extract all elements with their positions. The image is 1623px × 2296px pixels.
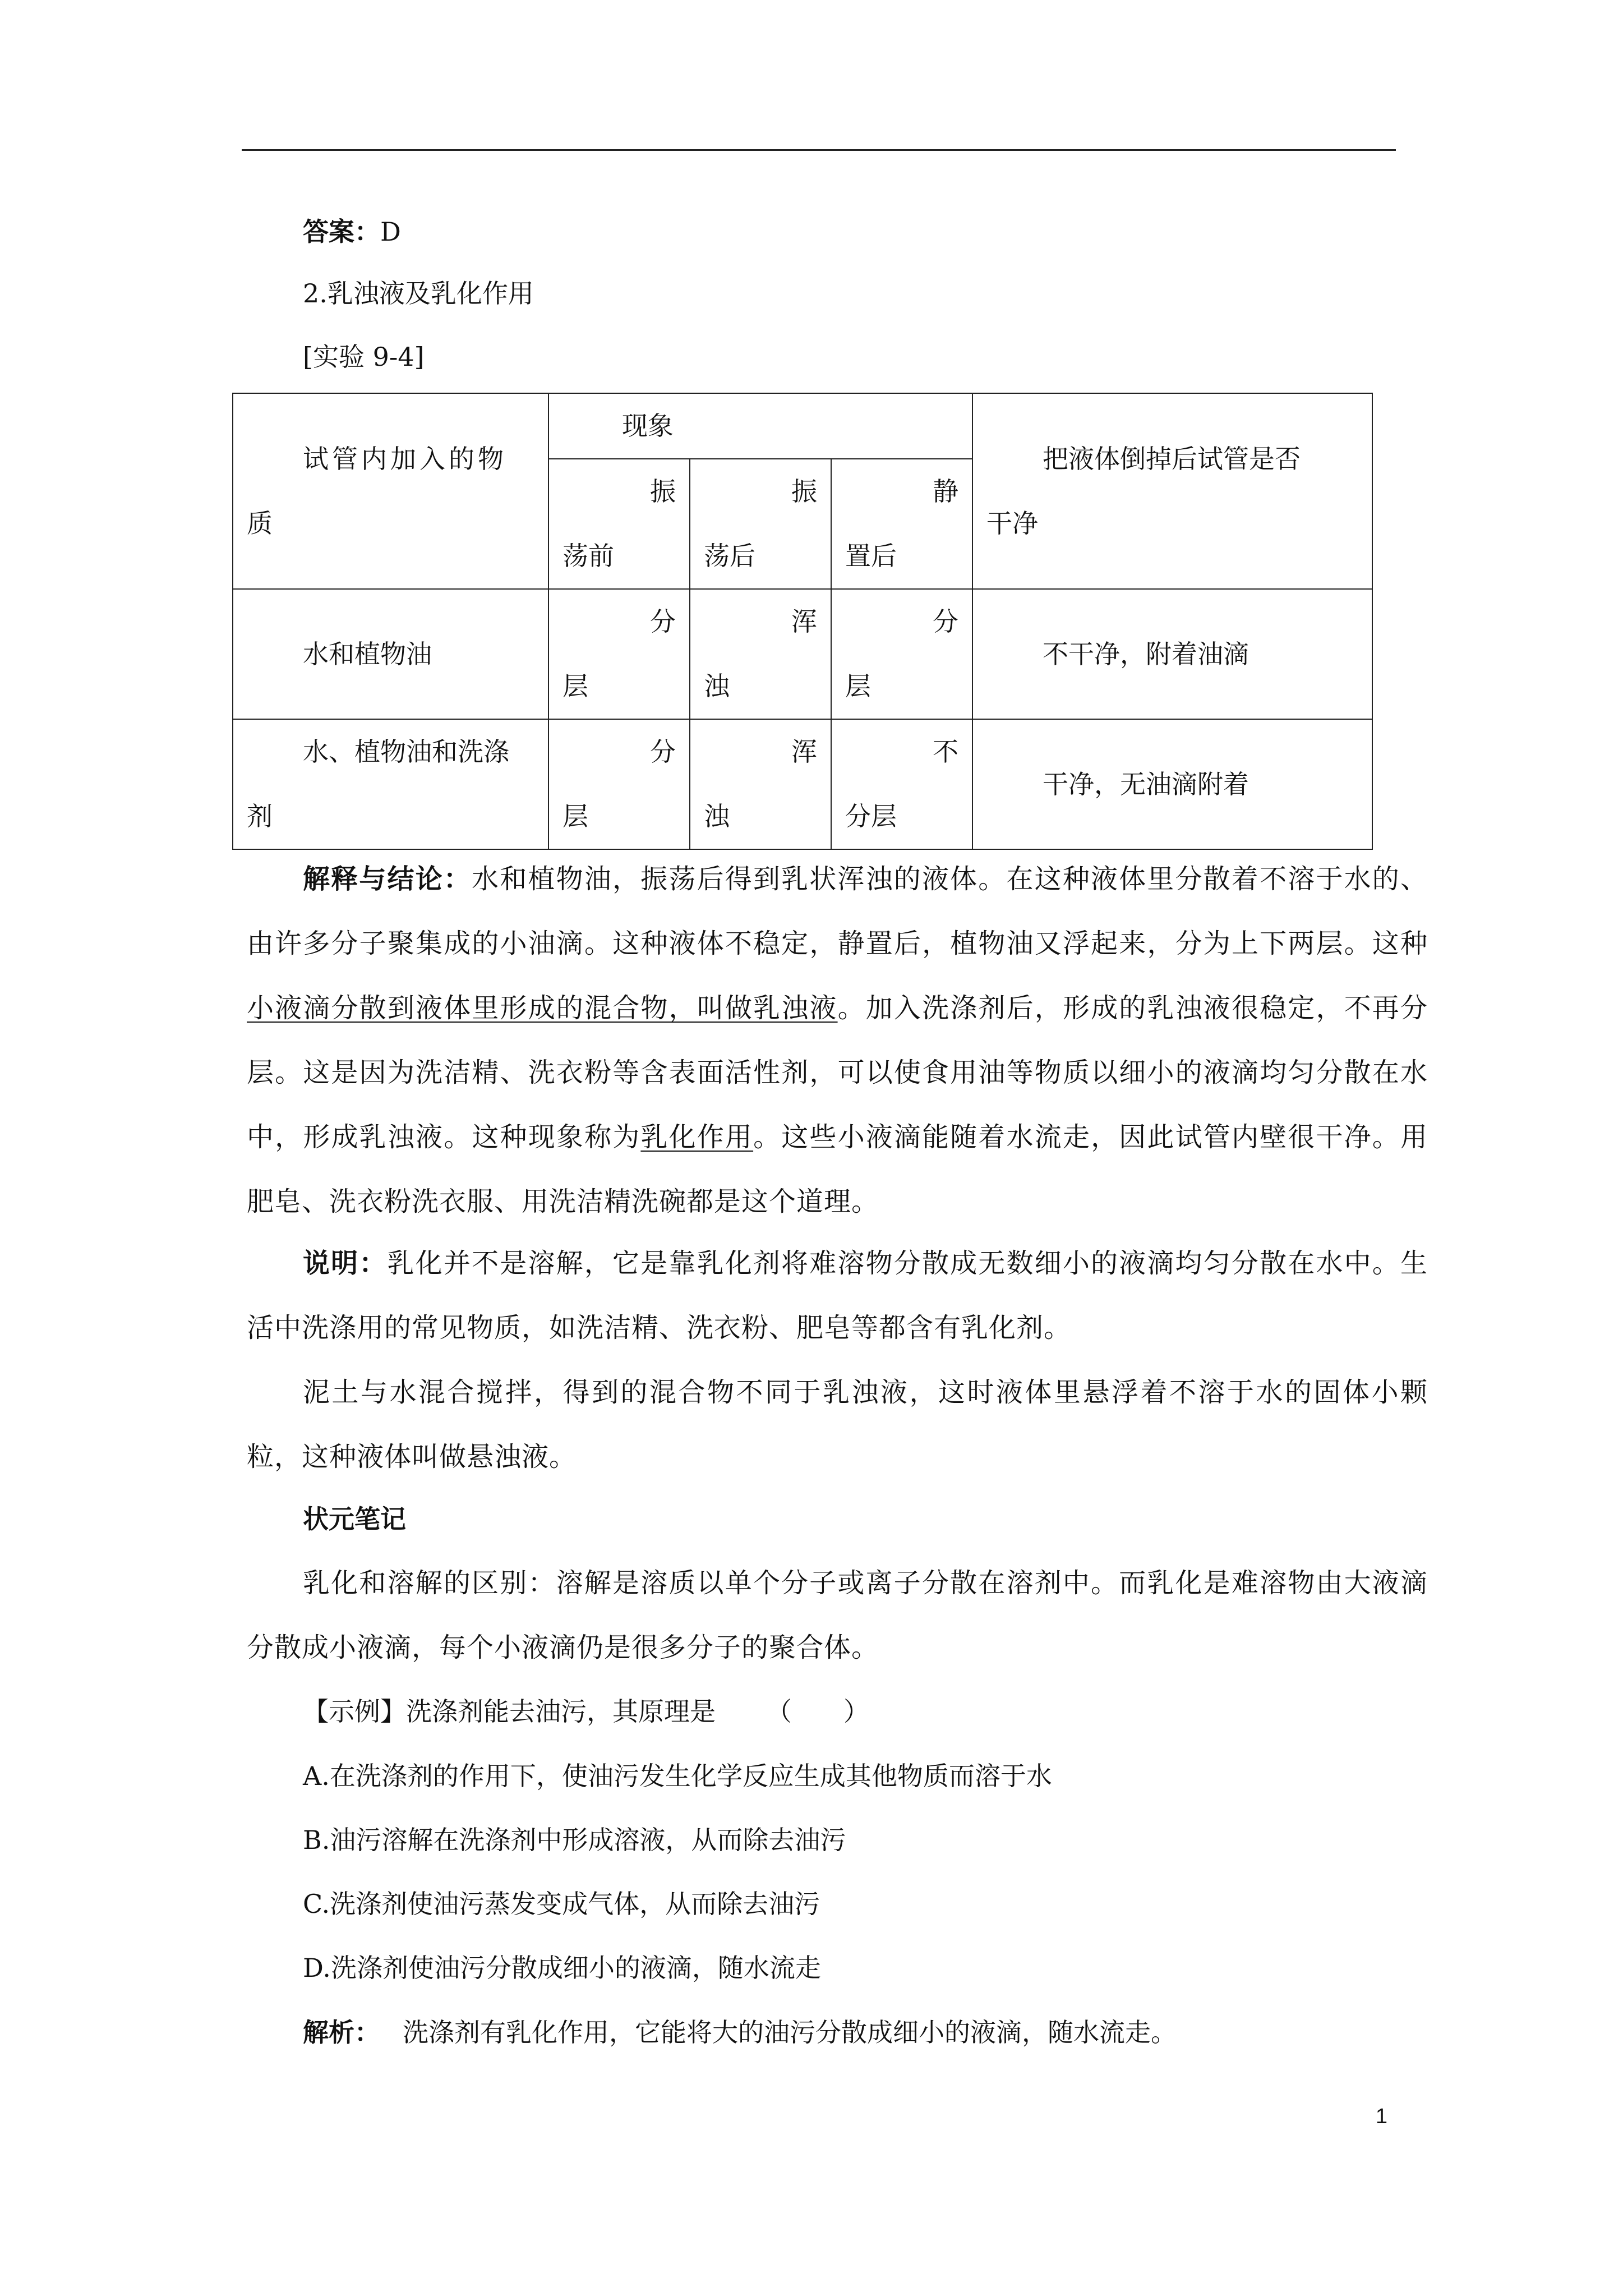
header-clean: 把液体倒掉后试管是否 干净: [972, 393, 1372, 589]
suspension-paragraph: 泥土与水混合搅拌，得到的混合物不同于乳浊液，这时液体里悬浮着不溶于水的固体小颗粒，这种液体叫做悬浊液。: [247, 1377, 1428, 1473]
row2-substance: 水、植物油和洗涤 剂: [233, 719, 548, 849]
answer-label: 答案：: [303, 217, 380, 247]
example-question: 【示例】洗涤剂能去油污，其原理是 （ ）: [303, 1696, 869, 1727]
row1-substance: 水和植物油: [233, 589, 548, 719]
table-row: [233, 589, 1372, 719]
experiment-table: [232, 393, 1373, 850]
option-d: D.洗涤剂使油污分散成细小的液滴，随水流走: [303, 1953, 821, 1983]
header-rule: [242, 149, 1396, 151]
section-title: 2.乳浊液及乳化作用: [303, 278, 534, 309]
row1-rest: 分 层: [831, 589, 972, 719]
option-a: A.在洗涤剂的作用下，使油污发生化学反应生成其他物质而溶于水: [303, 1761, 1052, 1791]
header-substance: 试管内加入的物 质: [233, 393, 548, 589]
row2-after: 浑 浊: [690, 719, 831, 849]
notes-paragraph: 乳化和溶解的区别：溶解是溶质以单个分子或离子分散在溶剂中。而乳化是难溶物由大液滴分散成小液滴，每个小液滴仍是很多分子的聚合体。: [247, 1567, 1428, 1663]
explanation-label: 解释与结论：: [303, 863, 472, 895]
notes-title: 状元笔记: [303, 1504, 406, 1534]
table-row: [233, 719, 1372, 849]
row2-before: 分 层: [548, 719, 690, 849]
option-c: C.洗涤剂使油污蒸发变成气体，从而除去油污: [303, 1889, 820, 1919]
row1-before: 分 层: [548, 589, 690, 719]
note-paragraph: 说明：乳化并不是溶解，它是靠乳化剂将难溶物分散成无数细小的液滴均匀分散在水中。生活中洗涤用的常见物质，如洗洁精、洗衣粉、肥皂等都含有乳化剂。: [247, 1248, 1428, 1343]
row1-after: 浑 浊: [690, 589, 831, 719]
analysis-label: 解析：: [303, 2017, 380, 2047]
note-label: 说明：: [303, 1248, 388, 1279]
row2-result: 干净，无油滴附着: [972, 719, 1372, 849]
answer-value: D: [380, 217, 401, 247]
explanation-paragraph: 解释与结论：水和植物油，振荡后得到乳状浑浊的液体。在这种液体里分散着不溶于水的、由许多分子聚集成的小油滴。这种液体不稳定，静置后，植物油又浮起来，分为上下两层。这种小液滴分散到液体里形成的混合物，叫做乳浊液。加入洗涤剂后，形成的乳浊液很稳定，不再分层。这是因为洗洁精、洗衣粉等含表面活性剂，可以使食用油等物质以细小的液滴均匀分散在水中，形成乳浊液。这种现象称为乳化作用。这些小液滴能随着水流走，因此试管内壁很干净。用肥皂、洗衣粉洗衣服、用洗洁精洗碗都是这个道理。: [247, 863, 1428, 1217]
sub-before-shake: 振 荡前: [548, 459, 690, 589]
header-phenomenon: 现象: [548, 393, 972, 459]
sub-after-rest: 静 置后: [831, 459, 972, 589]
analysis-line: 解析： 洗涤剂有乳化作用，它能将大的油污分散成细小的液滴，随水流走。: [303, 2017, 1177, 2047]
row1-result: 不干净，附着油滴: [972, 589, 1372, 719]
sub-after-shake: 振 荡后: [690, 459, 831, 589]
option-b: B.油污溶解在洗涤剂中形成溶液，从而除去油污: [303, 1825, 846, 1855]
row2-rest: 不 分层: [831, 719, 972, 849]
answer-line: [303, 199, 401, 264]
page-number: 1: [1375, 2105, 1387, 2128]
experiment-label: [实验 9-4]: [303, 342, 425, 372]
